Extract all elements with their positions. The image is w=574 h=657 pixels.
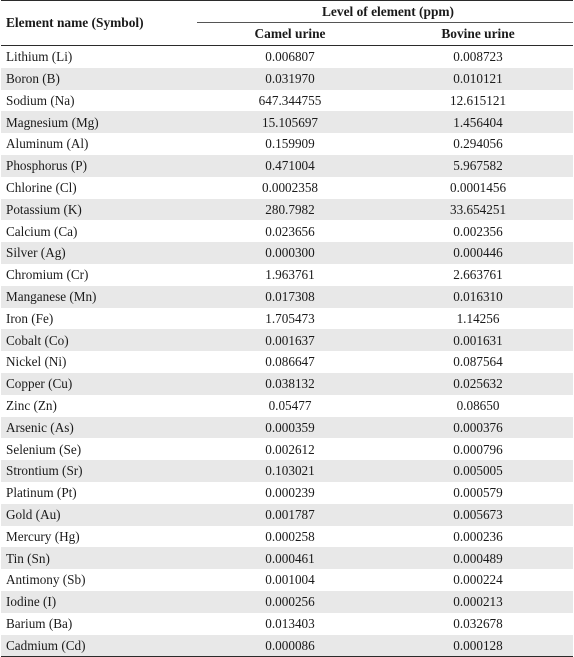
element-name-cell: Chlorine (Cl) (6, 180, 77, 196)
bovine-urine-value-cell: 1.456404 (383, 111, 573, 133)
element-name-cell: Phosphorus (P) (1, 155, 197, 177)
element-name-cell: Potassium (K) (1, 199, 197, 221)
element-name-cell: Arsenic (As) (1, 417, 197, 439)
camel-urine-value-cell: 0.471004 (197, 155, 383, 177)
bovine-urine-value-cell: 1.14256 (456, 310, 500, 326)
bovine-urine-value-cell: 0.294056 (453, 136, 503, 152)
table-body (1, 46, 573, 657)
element-name-cell: Magnesium (Mg) (1, 111, 197, 133)
element-name-cell: Lithium (Li) (6, 49, 73, 65)
element-name-cell: Iodine (I) (1, 591, 197, 613)
bovine-urine-value-cell: 0.000446 (383, 242, 573, 264)
bovine-urine-value-cell: 0.000579 (453, 485, 503, 501)
bovine-urine-value-cell: 0.000224 (453, 572, 503, 588)
table-row (1, 90, 573, 112)
element-name-cell: Manganese (Mn) (1, 286, 197, 308)
bovine-urine-value-cell: 0.08650 (456, 398, 500, 414)
camel-urine-value-cell: 0.000239 (265, 485, 315, 501)
bovine-urine-value-cell: 0.002356 (453, 223, 503, 239)
bovine-urine-value-cell: 0.000489 (383, 547, 573, 569)
bovine-urine-value-cell: 0.005673 (383, 504, 573, 526)
camel-urine-value-cell: 0.000086 (197, 635, 383, 657)
bovine-urine-value-cell: 0.032678 (453, 616, 503, 632)
table-row (1, 242, 573, 264)
table-row (1, 417, 573, 439)
header-element-name: Element name (Symbol) (1, 1, 197, 46)
camel-urine-value-cell: 15.105697 (197, 111, 383, 133)
element-name-cell: Platinum (Pt) (6, 485, 77, 501)
table-row (1, 155, 573, 177)
bovine-urine-value-cell: 0.016310 (383, 286, 573, 308)
camel-urine-value-cell: 1.705473 (265, 310, 315, 326)
table-row (1, 635, 573, 657)
bovine-urine-value-cell: 0.000128 (383, 635, 573, 657)
element-name-cell: Iron (Fe) (6, 310, 54, 326)
camel-urine-value-cell: 0.05477 (268, 398, 312, 414)
bovine-urine-value-cell: 0.010121 (383, 68, 573, 90)
bovine-urine-value-cell: 0.000796 (453, 441, 503, 457)
header-level-of-element: Level of element (ppm) (197, 1, 573, 23)
camel-urine-value-cell: 280.7982 (197, 199, 383, 221)
element-name-cell: Barium (Ba) (6, 616, 73, 632)
bovine-urine-value-cell: 0.005005 (383, 460, 573, 482)
element-name-cell: Boron (B) (1, 68, 197, 90)
element-levels-table (1, 0, 573, 657)
header-bovine-urine: Bovine urine (383, 23, 573, 46)
header-row-group (1, 1, 573, 23)
camel-urine-value-cell: 0.001637 (197, 329, 383, 351)
camel-urine-value-cell: 0.038132 (197, 373, 383, 395)
element-name-cell: Aluminum (Al) (6, 136, 89, 152)
camel-urine-value-cell: 0.002612 (265, 441, 315, 457)
element-name-cell: Cadmium (Cd) (1, 635, 197, 657)
camel-urine-value-cell: 0.000461 (197, 547, 383, 569)
table-row (1, 569, 573, 591)
camel-urine-value-cell: 0.000258 (265, 528, 315, 544)
table-row (1, 482, 573, 504)
element-name-cell: Chromium (Cr) (6, 267, 89, 283)
camel-urine-value-cell: 0.000256 (197, 591, 383, 613)
camel-urine-value-cell: 0.103021 (197, 460, 383, 482)
bovine-urine-value-cell: 5.967582 (383, 155, 573, 177)
table-row (1, 220, 573, 242)
table-row (1, 286, 573, 308)
bovine-urine-value-cell: 0.0001456 (449, 180, 507, 196)
table-row (1, 68, 573, 90)
table-row (1, 591, 573, 613)
camel-urine-value-cell: 0.001787 (197, 504, 383, 526)
table-row (1, 308, 573, 330)
table-row (1, 460, 573, 482)
element-name-cell: Copper (Cu) (1, 373, 197, 395)
table-row (1, 264, 573, 286)
camel-urine-value-cell: 0.086647 (265, 354, 315, 370)
bovine-urine-value-cell: 0.087564 (453, 354, 503, 370)
element-name-cell: Mercury (Hg) (6, 528, 80, 544)
element-name-cell: Nickel (Ni) (6, 354, 67, 370)
camel-urine-value-cell: 0.0002358 (261, 180, 319, 196)
bovine-urine-value-cell: 0.025632 (383, 373, 573, 395)
table-row (1, 395, 573, 417)
table-row (1, 351, 573, 373)
camel-urine-value-cell: 0.013403 (265, 616, 315, 632)
element-name-cell: Zinc (Zn) (6, 398, 57, 414)
table-row (1, 526, 573, 548)
camel-urine-value-cell: 1.963761 (265, 267, 315, 283)
camel-urine-value-cell: 0.006807 (265, 49, 315, 65)
table-row (1, 373, 573, 395)
element-name-cell: Tin (Sn) (1, 547, 197, 569)
header-camel-urine: Camel urine (197, 23, 383, 46)
element-levels-table-container (1, 0, 573, 657)
element-name-cell: Silver (Ag) (1, 242, 197, 264)
camel-urine-value-cell: 0.001004 (265, 572, 315, 588)
table-row (1, 547, 573, 569)
table-header (1, 1, 573, 46)
table-row (1, 46, 573, 68)
bovine-urine-value-cell: 12.615121 (449, 92, 507, 108)
table-row (1, 111, 573, 133)
bovine-urine-value-cell: 33.654251 (383, 199, 573, 221)
camel-urine-value-cell: 0.031970 (197, 68, 383, 90)
camel-urine-value-cell: 0.017308 (197, 286, 383, 308)
element-name-cell: Calcium (Ca) (6, 223, 78, 239)
table-row (1, 329, 573, 351)
bovine-urine-value-cell: 0.000236 (453, 528, 503, 544)
table-row (1, 199, 573, 221)
table-row (1, 504, 573, 526)
camel-urine-value-cell: 0.159909 (265, 136, 315, 152)
element-name-cell: Sodium (Na) (6, 92, 75, 108)
table-row (1, 133, 573, 155)
element-name-cell: Strontium (Sr) (1, 460, 197, 482)
element-name-cell: Gold (Au) (1, 504, 197, 526)
bovine-urine-value-cell: 0.001631 (383, 329, 573, 351)
element-name-cell: Cobalt (Co) (1, 329, 197, 351)
bovine-urine-value-cell: 0.008723 (453, 49, 503, 65)
element-name-cell: Selenium (Se) (6, 441, 82, 457)
table-row (1, 438, 573, 460)
bovine-urine-value-cell: 0.000376 (383, 417, 573, 439)
table-row (1, 613, 573, 635)
element-name-cell: Antimony (Sb) (6, 572, 86, 588)
bovine-urine-value-cell: 2.663761 (453, 267, 503, 283)
camel-urine-value-cell: 0.000300 (197, 242, 383, 264)
camel-urine-value-cell: 0.023656 (265, 223, 315, 239)
camel-urine-value-cell: 0.000359 (197, 417, 383, 439)
camel-urine-value-cell: 647.344755 (258, 92, 322, 108)
table-row (1, 177, 573, 199)
bovine-urine-value-cell: 0.000213 (383, 591, 573, 613)
